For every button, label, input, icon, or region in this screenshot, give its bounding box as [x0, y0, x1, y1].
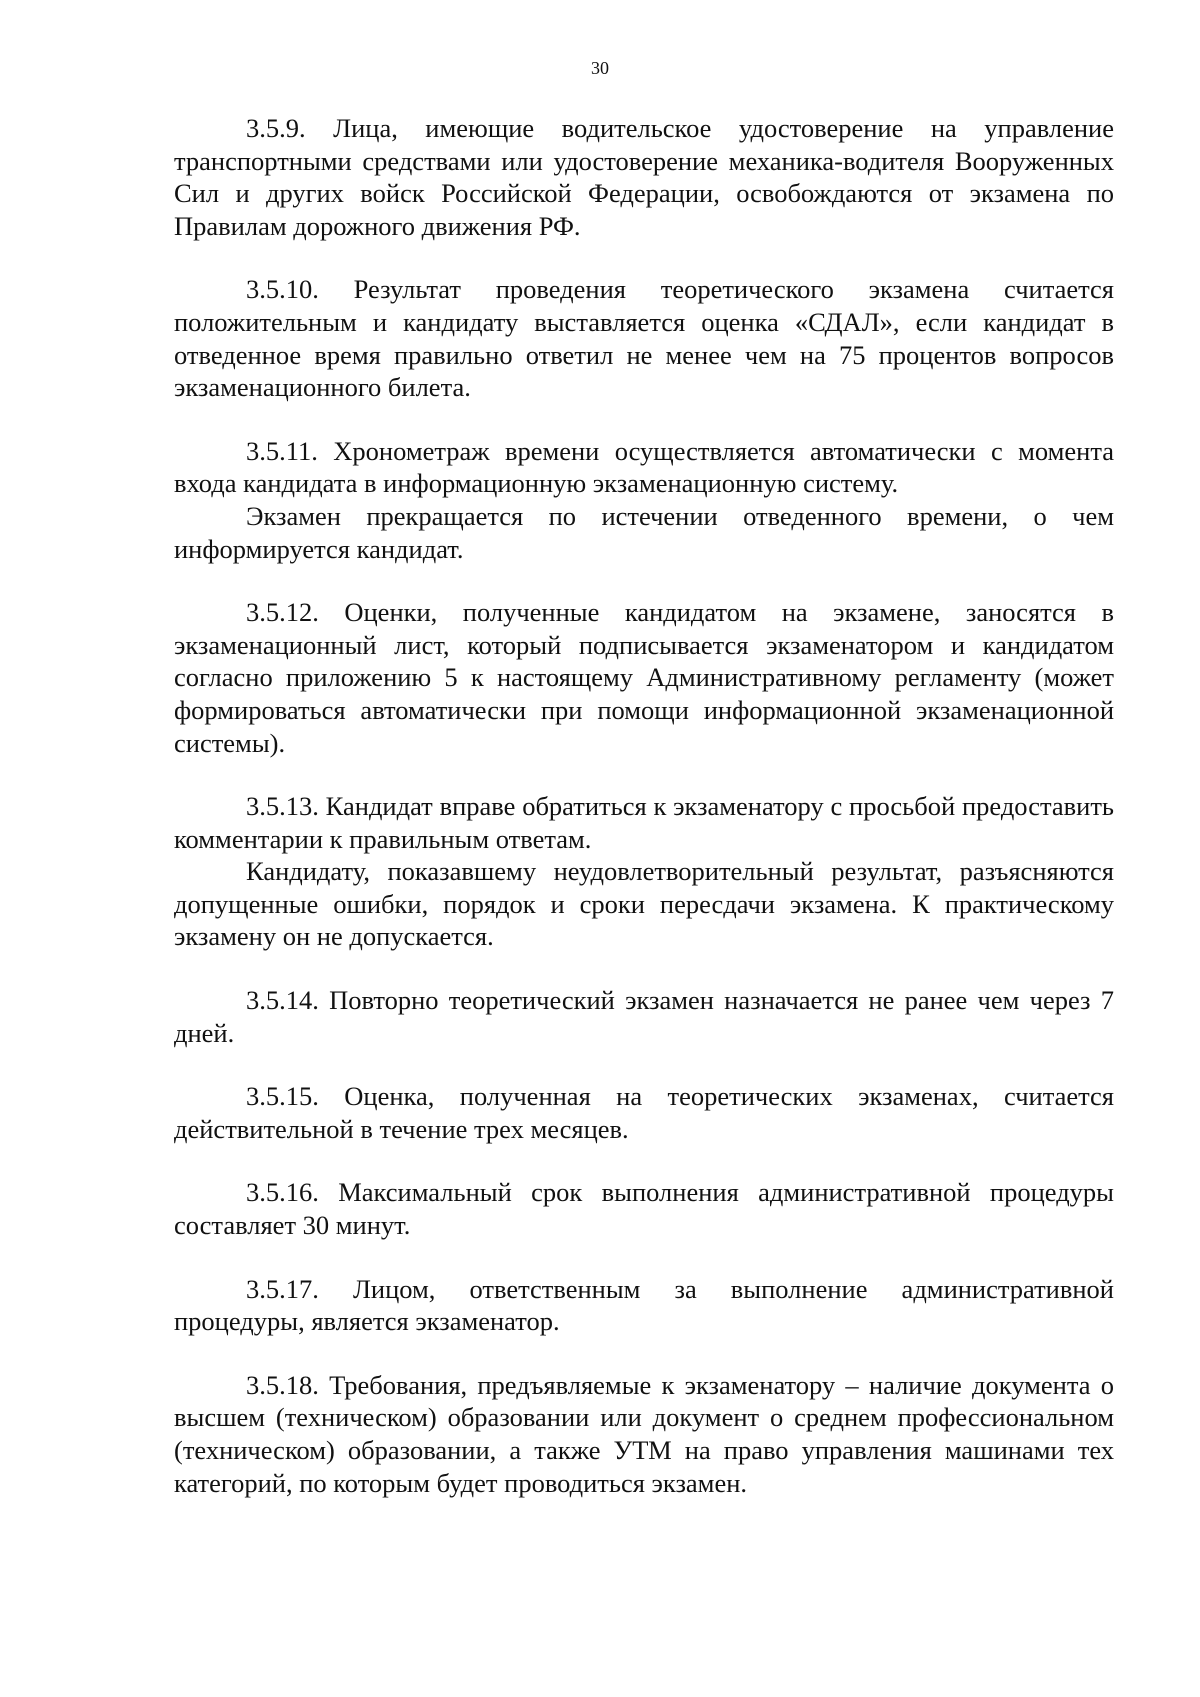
paragraph-gap: [174, 242, 1114, 273]
paragraph-gap: [174, 1338, 1114, 1369]
paragraph-gap: [174, 1145, 1114, 1176]
paragraph-3-5-18: 3.5.18. Требования, предъявляемые к экзаменатору – наличие документа о высшем (техническом) образовании или документ о среднем профессиональном (техническом) образовании, а также УТМ на право управления машинами тех категорий, по которым будет проводиться экзамен.: [174, 1369, 1114, 1498]
paragraph-3-5-11-continued: Экзамен прекращается по истечении отведенного времени, о чем информируется кандидат.: [174, 500, 1114, 564]
paragraph-gap: [174, 953, 1114, 984]
paragraph-3-5-13: 3.5.13. Кандидат вправе обратиться к экзаменатору с просьбой предоставить комментарии к правильным ответам.: [174, 791, 1114, 854]
paragraph-3-5-17: 3.5.17. Лицом, ответственным за выполнение административной процедуры, является экзаменатор.: [174, 1273, 1114, 1337]
document-body: [174, 112, 1114, 1499]
paragraph-gap: [174, 1242, 1114, 1273]
paragraph-gap: [174, 404, 1114, 435]
paragraph-3-5-9: 3.5.9. Лица, имеющие водительское удостоверение на управление транспортными средствами или удостоверение механика-водителя Вооруженных Сил и других войск Российской Федерации, освобождаются от экзамена по Правилам дорожного движения РФ.: [174, 113, 1114, 241]
paragraph-3-5-10: 3.5.10. Результат проведения теоретического экзамена считается положительным и кандидату выставляется оценка «СДАЛ», если кандидат в отведенное время правильно ответил не менее чем на 75 процентов вопросов экзаменационного билета.: [174, 274, 1114, 403]
paragraph-3-5-12: 3.5.12. Оценки, полученные кандидатом на экзамене, заносятся в экзаменационный лист, который подписывается экзаменатором и кандидатом согласно приложению 5 к настоящему Административному регламенту (может формироваться автоматически при помощи информационной экзаменационной системы).: [174, 597, 1114, 758]
paragraph-3-5-13-continued: Кандидату, показавшему неудовлетворительный результат, разъясняются допущенные ошибки, порядок и сроки пересдачи экзамена. К практическому экзамену он не допускается.: [174, 856, 1114, 952]
paragraph-gap: [174, 759, 1114, 790]
page-number: 30: [591, 58, 609, 78]
paragraph-3-5-11: 3.5.11. Хронометраж времени осуществляется автоматически с момента входа кандидата в информационную экзаменационную систему.: [174, 435, 1114, 499]
paragraph-3-5-15: 3.5.15. Оценка, полученная на теоретических экзаменах, считается действительной в течение трех месяцев.: [174, 1081, 1114, 1144]
paragraph-3-5-16: 3.5.16. Максимальный срок выполнения административной процедуры составляет 30 минут.: [174, 1177, 1114, 1241]
paragraph-3-5-14: 3.5.14. Повторно теоретический экзамен назначается не ранее чем через 7 дней.: [174, 985, 1114, 1048]
paragraph-gap: [174, 1049, 1114, 1080]
paragraph-gap: [174, 565, 1114, 596]
